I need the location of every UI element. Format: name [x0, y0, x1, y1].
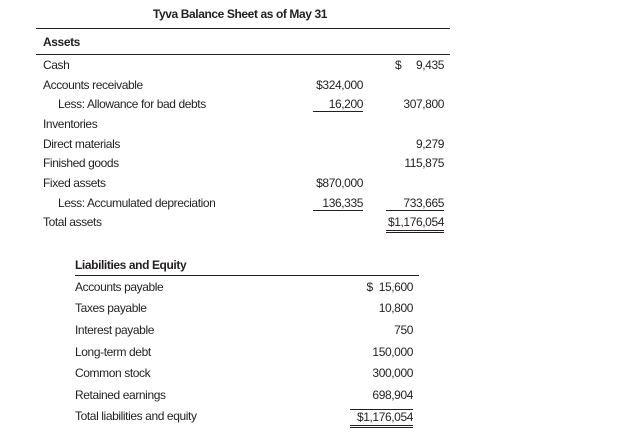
- asset-row-label: Total assets: [43, 215, 102, 229]
- liability-row-label: Total liabilities and equity: [75, 409, 197, 423]
- liability-row-amount: 300,000: [372, 366, 413, 380]
- asset-row-subamount: 136,335: [313, 196, 363, 211]
- liability-row-label: Accounts payable: [75, 280, 164, 294]
- asset-row-amount: $ 9,435: [395, 58, 444, 72]
- asset-row-label: Less: Allowance for bad debts: [58, 97, 206, 111]
- liability-row-amount: 150,000: [372, 345, 413, 359]
- asset-row-amount: 9,279: [415, 137, 444, 151]
- liability-row-amount: 750: [394, 323, 413, 337]
- liability-row-label: Taxes payable: [75, 301, 147, 315]
- liability-row-label: Common stock: [75, 366, 151, 380]
- asset-row-label: Accounts receivable: [43, 78, 143, 92]
- asset-row-subamount: $870,000: [316, 176, 363, 190]
- liability-row-amount: 698,904: [372, 388, 413, 402]
- asset-row-amount: 307,800: [403, 97, 444, 111]
- asset-row-label: Cash: [43, 58, 70, 72]
- asset-row-label: Less: Accumulated depreciation: [58, 196, 216, 210]
- asset-row-label: Finished goods: [43, 156, 119, 170]
- liabilities-heading: Liabilities and Equity: [75, 258, 187, 272]
- asset-row-amount: 733,665: [386, 196, 444, 211]
- asset-row-amount: $1,176,054: [386, 215, 444, 233]
- assets-heading: Assets: [43, 35, 80, 49]
- page-title: Tyva Balance Sheet as of May 31: [152, 7, 328, 21]
- asset-row-label: Direct materials: [43, 137, 120, 151]
- liability-row-amount: $1,176,054: [350, 409, 413, 428]
- asset-row-label: Inventories: [43, 117, 98, 131]
- liability-row-label: Interest payable: [75, 323, 154, 337]
- asset-row-label: Fixed assets: [43, 176, 106, 190]
- asset-row-subamount: $324,000: [316, 78, 363, 92]
- liability-row-label: Long-term debt: [75, 345, 151, 359]
- asset-row-amount: 115,875: [404, 156, 444, 170]
- divider: [36, 28, 450, 29]
- liability-row-amount: $ 15,600: [366, 280, 413, 294]
- asset-row-subamount: 16,200: [313, 97, 363, 112]
- liability-row-label: Retained earnings: [75, 388, 166, 402]
- divider: [75, 275, 419, 276]
- liability-row-amount: 10,800: [378, 301, 413, 315]
- divider: [36, 54, 450, 55]
